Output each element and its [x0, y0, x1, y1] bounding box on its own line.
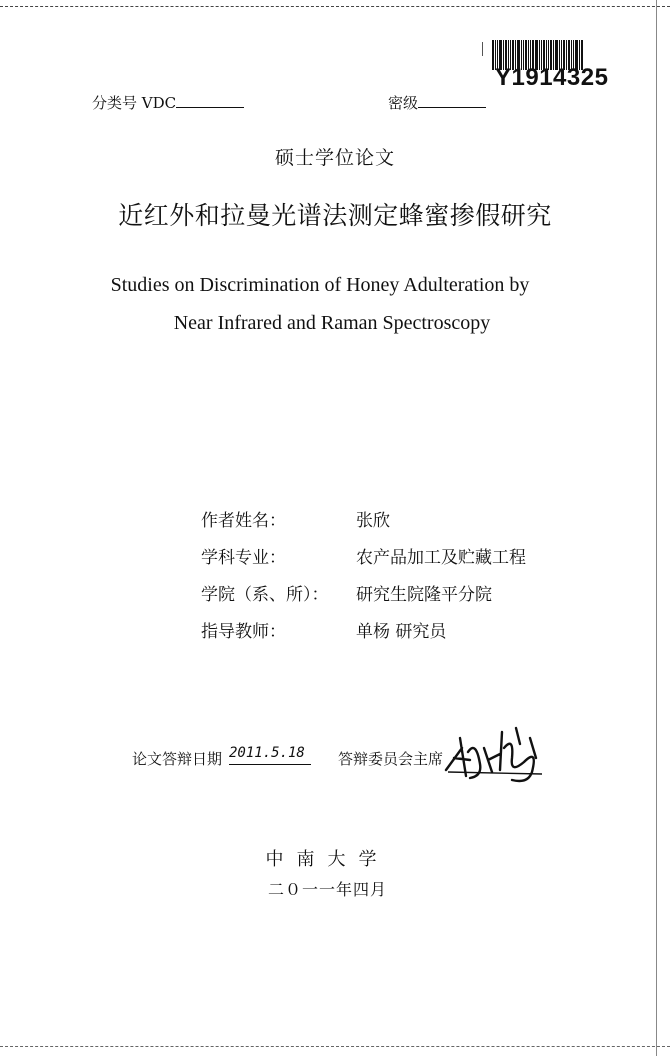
title-english-line1: Studies on Discrimination of Honey Adulteration by	[110, 274, 530, 296]
classification-blank	[176, 93, 244, 108]
defense-date-value: 2011.5.18	[229, 745, 311, 765]
degree-type: 硕士学位论文	[274, 147, 395, 169]
author-label: 作者姓名：	[201, 511, 286, 531]
publish-date: 二０一一年四月	[267, 880, 387, 899]
classification-field	[92, 92, 244, 113]
title-english	[0, 266, 640, 342]
title-chinese: 近红外和拉曼光谱法测定蜂蜜掺假研究	[118, 201, 552, 230]
barcode-number: Y1914325	[495, 64, 609, 91]
barcode-bar	[492, 40, 494, 70]
secret-blank	[418, 93, 486, 108]
bottom-dashed-border	[0, 1046, 670, 1047]
secret-label: 密级	[388, 94, 419, 112]
major-value: 农产品加工及贮藏工程	[356, 548, 526, 568]
university-name: 中南大学	[265, 849, 390, 870]
barcode-tick	[482, 42, 483, 56]
school-label: 学院（系、所）：	[201, 585, 329, 605]
advisor-value: 单杨 研究员	[356, 622, 447, 642]
defense-chair-label: 答辩委员会主席	[338, 750, 444, 768]
school-value: 研究生院隆平分院	[356, 585, 492, 605]
chair-signature	[440, 718, 550, 788]
classification-label: 分类号 VDC	[92, 94, 177, 112]
advisor-label: 指导教师：	[201, 622, 286, 642]
secret-field	[388, 92, 486, 113]
major-label: 学科专业：	[201, 548, 286, 568]
defense-date-label: 论文答辩日期	[132, 750, 223, 768]
author-value: 张欣	[356, 511, 390, 531]
title-english-line2: Near Infrared and Raman Spectroscopy	[173, 312, 491, 334]
top-dashed-border	[0, 6, 670, 7]
